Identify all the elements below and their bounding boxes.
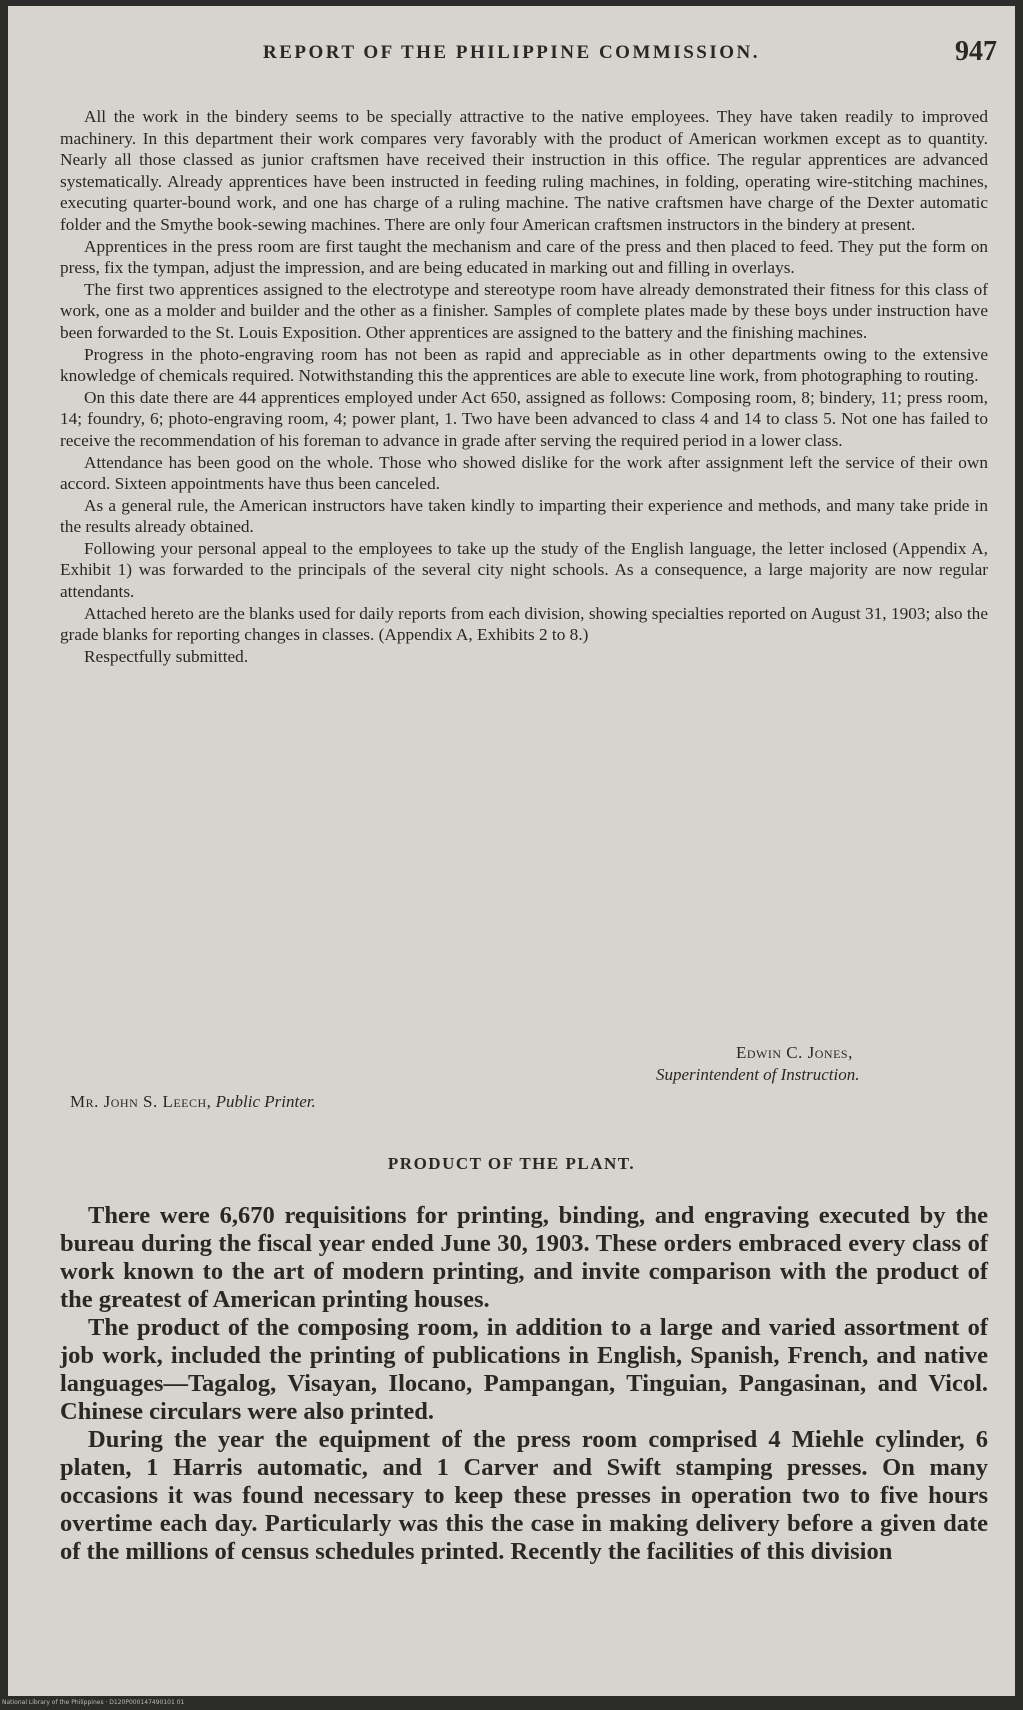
page-number: 947 — [955, 36, 997, 67]
paragraph: There were 6,670 requisitions for printing, binding, and engraving executed by the bureau during the fiscal year ended June 30, 1903. These orders embraced every class of work known to the art of modern printing, and invite comparison with the product of the greatest of American printing houses. — [60, 1202, 988, 1313]
scan-credit: National Library of the Philippines · D120P000147490101 01 — [2, 1699, 185, 1706]
addressee-line — [70, 1092, 316, 1112]
paragraph: All the work in the bindery seems to be specially attractive to the native employees. They have taken readily to improved machinery. In this department their work compares very favorably with the product of American workmen except as to quantity. Nearly all those classed as junior craftsmen have received their instruction in this office. The regular apprentices are advanced systematically. Already apprentices have been instructed in feeding ruling machines, in folding, operating wire-stitching machines, executing quarter-bound work, and one has charge of a ruling machine. The native craftsmen have charge of the Dexter automatic folder and the Smythe book-sewing machines. There are only four American craftsmen instructors in the bindery at present. — [60, 107, 988, 234]
paragraph: The first two apprentices assigned to the electrotype and stereotype room have already demonstrated their fitness for this class of work, one as a molder and builder and the other as a finisher. Samples of complete plates made by these boys under instruction have been forwarded to the St. Louis Exposition. Other apprentices are assigned to the battery and the finishing machines. — [60, 279, 988, 342]
page-header — [8, 36, 1015, 78]
paragraph: During the year the equipment of the press room comprised 4 Miehle cylinder, 6 platen, 1 Harris automatic, and 1 Carver and Swift stamping presses. On many occasions it was found necessary to keep these presses in operation two to five hours overtime each day. Particularly was this the case in making delivery before a given date of the millions of census schedules printed. Recently the facilities of this division — [60, 1426, 988, 1565]
report-body — [60, 106, 988, 667]
document-page — [8, 6, 1015, 1696]
paragraph: Attached hereto are the blanks used for daily reports from each division, showing specialties reported on August 31, 1903; also the grade blanks for reporting changes in classes. (Appendix A, Exhibits 2 to 8.) — [60, 603, 988, 645]
addressee-role: Public Printer. — [215, 1092, 316, 1111]
product-section-body — [60, 1202, 988, 1566]
paragraph: Attendance has been good on the whole. Those who showed dislike for the work after assignment left the service of their own accord. Sixteen appointments have thus been canceled. — [60, 452, 988, 494]
paragraph: Apprentices in the press room are first taught the mechanism and care of the press and then placed to feed. They put the form on press, fix the tympan, adjust the impression, and are being educated in marking out and filling in overlays. — [60, 236, 988, 278]
signatory-name: Edwin C. Jones, — [736, 1043, 853, 1062]
closing-line: Respectfully submitted. — [84, 646, 249, 666]
signatory-title: Superintendent of Instruction. — [656, 1065, 860, 1084]
paragraph: As a general rule, the American instructors have taken kindly to imparting their experience and methods, and many take pride in the results already obtained. — [60, 495, 988, 537]
paragraph: On this date there are 44 apprentices employed under Act 650, assigned as follows: Composing room, 8; bindery, 11; press room, 14; foundry, 6; photo-engraving room, 4; power plant, 1. Two have been advanced to class 4 and 14 to class 5. Not one has failed to receive the recommendation of his foreman to advance in grade after serving the required period in a lower class. — [60, 387, 988, 450]
paragraph: Following your personal appeal to the employees to take up the study of the English language, the letter inclosed (Appendix A, Exhibit 1) was forwarded to the principals of the several city night schools. As a consequence, a large majority are now regular attendants. — [60, 538, 988, 602]
section-heading: PRODUCT OF THE PLANT. — [387, 1154, 636, 1173]
running-title: REPORT OF THE PHILIPPINE COMMISSION. — [262, 42, 760, 63]
paragraph: Progress in the photo-engraving room has not been as rapid and appreciable as in other departments owing to the extensive knowledge of chemicals required. Notwithstanding this the apprentices are able to execute line work, from photographing to routing. — [60, 344, 988, 386]
addressee-name: Mr. John S. Leech, — [70, 1092, 212, 1111]
paragraph: The product of the composing room, in addition to a large and varied assortment of job work, included the printing of publications in English, Spanish, French, and native languages—Tagalog, Visayan, Ilocano, Pampangan, Tinguian, Pangasinan, and Vicol. Chinese circulars were also printed. — [60, 1314, 988, 1425]
signature-block — [656, 1042, 996, 1086]
